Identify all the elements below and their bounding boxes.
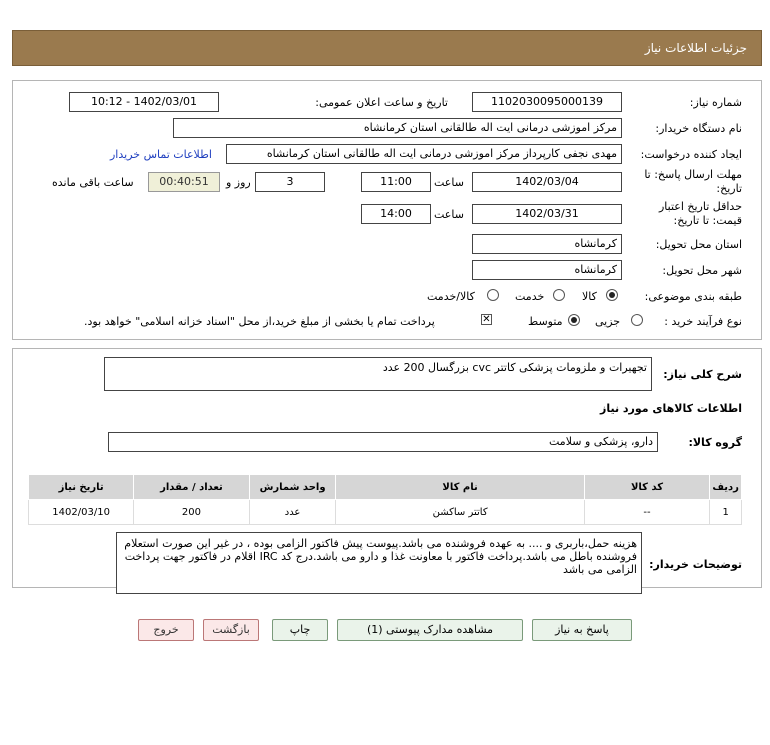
col-code: کد کالا — [584, 475, 710, 500]
process-partial-label: جزیی — [595, 315, 621, 328]
days-field: 3 — [255, 172, 325, 192]
attachments-button[interactable]: مشاهده مدارک پیوستی (1) — [337, 619, 523, 641]
category-service-radio[interactable] — [553, 289, 565, 301]
category-goods-label: کالا — [582, 290, 597, 303]
category-both-label: کالا/خدمت — [427, 290, 475, 303]
cell-row: 1 — [710, 500, 742, 525]
reply-deadline-label — [644, 168, 742, 196]
reply-deadline-label-line1: مهلت ارسال پاسخ: تا — [644, 168, 742, 181]
validity-label — [659, 200, 742, 228]
remaining-time-label: ساعت باقی مانده — [52, 176, 134, 189]
reply-time-field: 11:00 — [361, 172, 431, 192]
summary-text: تجهیرات و ملزومات پزشکی کاتتر cvc بزرگسال 200 عدد — [382, 361, 647, 374]
cell-qty: 200 — [134, 500, 249, 525]
need-number-label: شماره نیاز: — [689, 96, 742, 109]
category-both-radio[interactable] — [487, 289, 499, 301]
col-date: تاریخ نیاز — [29, 475, 134, 500]
remaining-time-field: 00:40:51 — [148, 172, 220, 192]
reply-button[interactable]: پاسخ به نیاز — [532, 619, 632, 641]
treasury-checkbox[interactable]: ✕ — [482, 314, 491, 325]
process-medium-radio[interactable] — [568, 314, 580, 326]
cell-date: 1402/03/10 — [29, 500, 134, 525]
need-number-field: 1102030095000139 — [472, 92, 622, 112]
cell-code: -- — [584, 500, 710, 525]
notes-label: توضیحات خریدار: — [649, 558, 742, 571]
city-label: شهر محل تحویل: — [662, 264, 742, 277]
col-row: ردیف — [710, 475, 742, 500]
reply-date-field: 1402/03/04 — [472, 172, 622, 192]
buyer-org-label: نام دستگاه خریدار: — [655, 122, 742, 135]
summary-label: شرح کلی نیاز: — [663, 368, 742, 381]
notes-box — [116, 532, 642, 594]
buyer-org-field: مرکز اموزشی درمانی ایت اله طالقانی استان کرمانشاه — [173, 118, 622, 138]
print-button[interactable]: چاپ — [272, 619, 328, 641]
col-qty: تعداد / مقدار — [134, 475, 249, 500]
reply-time-label: ساعت — [434, 176, 464, 189]
back-button[interactable]: بازگشت — [203, 619, 259, 641]
validity-label-line1: حداقل تاریخ اعتبار — [658, 200, 742, 213]
category-service-label: خدمت — [515, 290, 545, 303]
category-goods-radio[interactable] — [606, 289, 618, 301]
page-header — [12, 30, 762, 66]
process-label: نوع فرآیند خرید : — [664, 315, 742, 328]
buyer-contact-link[interactable]: اطلاعات تماس خریدار — [110, 148, 212, 161]
summary-box — [104, 357, 652, 391]
goods-section-title: اطلاعات کالاهای مورد نیاز — [600, 402, 742, 415]
col-unit: واحد شمارش — [249, 475, 336, 500]
announce-label: تاریخ و ساعت اعلان عمومی: — [315, 96, 448, 109]
goods-group-field: دارو، پزشکی و سلامت — [108, 432, 658, 452]
province-label: استان محل تحویل: — [655, 238, 742, 251]
category-label: طبقه بندی موضوعی: — [644, 290, 742, 303]
page-title: جزئیات اطلاعات نیاز — [644, 41, 747, 55]
validity-time-field: 14:00 — [361, 204, 431, 224]
payment-note: پرداخت تمام یا بخشی از مبلغ خرید،از محل "اسناد خزانه اسلامی" خواهد بود. — [84, 315, 435, 328]
col-name: نام کالا — [336, 475, 584, 500]
process-medium-label: متوسط — [528, 315, 563, 328]
creator-field: مهدی نجفی کارپرداز مرکز اموزشی درمانی ایت اله طالقانی استان کرمانشاه — [226, 144, 622, 164]
city-field: کرمانشاه — [472, 260, 622, 280]
goods-group-label: گروه کالا: — [688, 436, 742, 449]
table-row — [29, 500, 742, 525]
creator-label: ایجاد کننده درخواست: — [640, 148, 742, 161]
goods-table — [28, 474, 742, 525]
validity-label-line2: قیمت: تا تاریخ: — [673, 214, 742, 227]
cell-name: کاتتر ساکشن — [336, 500, 584, 525]
province-field: کرمانشاه — [472, 234, 622, 254]
announce-field: 1402/03/01 - 10:12 — [69, 92, 219, 112]
validity-date-field: 1402/03/31 — [472, 204, 622, 224]
process-partial-radio[interactable] — [631, 314, 643, 326]
notes-text: هزینه حمل،باربری و .... به عهده فروشنده می باشد.پیوست پیش فاکتور الزامی بوده ، در غیر این صورت استعلام فروشنده باطل می باشد.پرداخت فاکتور با معاونت غذا و دارو می باشد.درج کد IRC اقلام در فاکتور جهت پرداخت الزامی می باشد — [124, 537, 637, 576]
table-header-row — [29, 475, 742, 500]
exit-button[interactable]: خروج — [138, 619, 194, 641]
cell-unit: عدد — [249, 500, 336, 525]
days-label: روز و — [226, 176, 251, 189]
reply-deadline-label-line2: تاریخ: — [716, 182, 742, 195]
validity-time-label: ساعت — [434, 208, 464, 221]
